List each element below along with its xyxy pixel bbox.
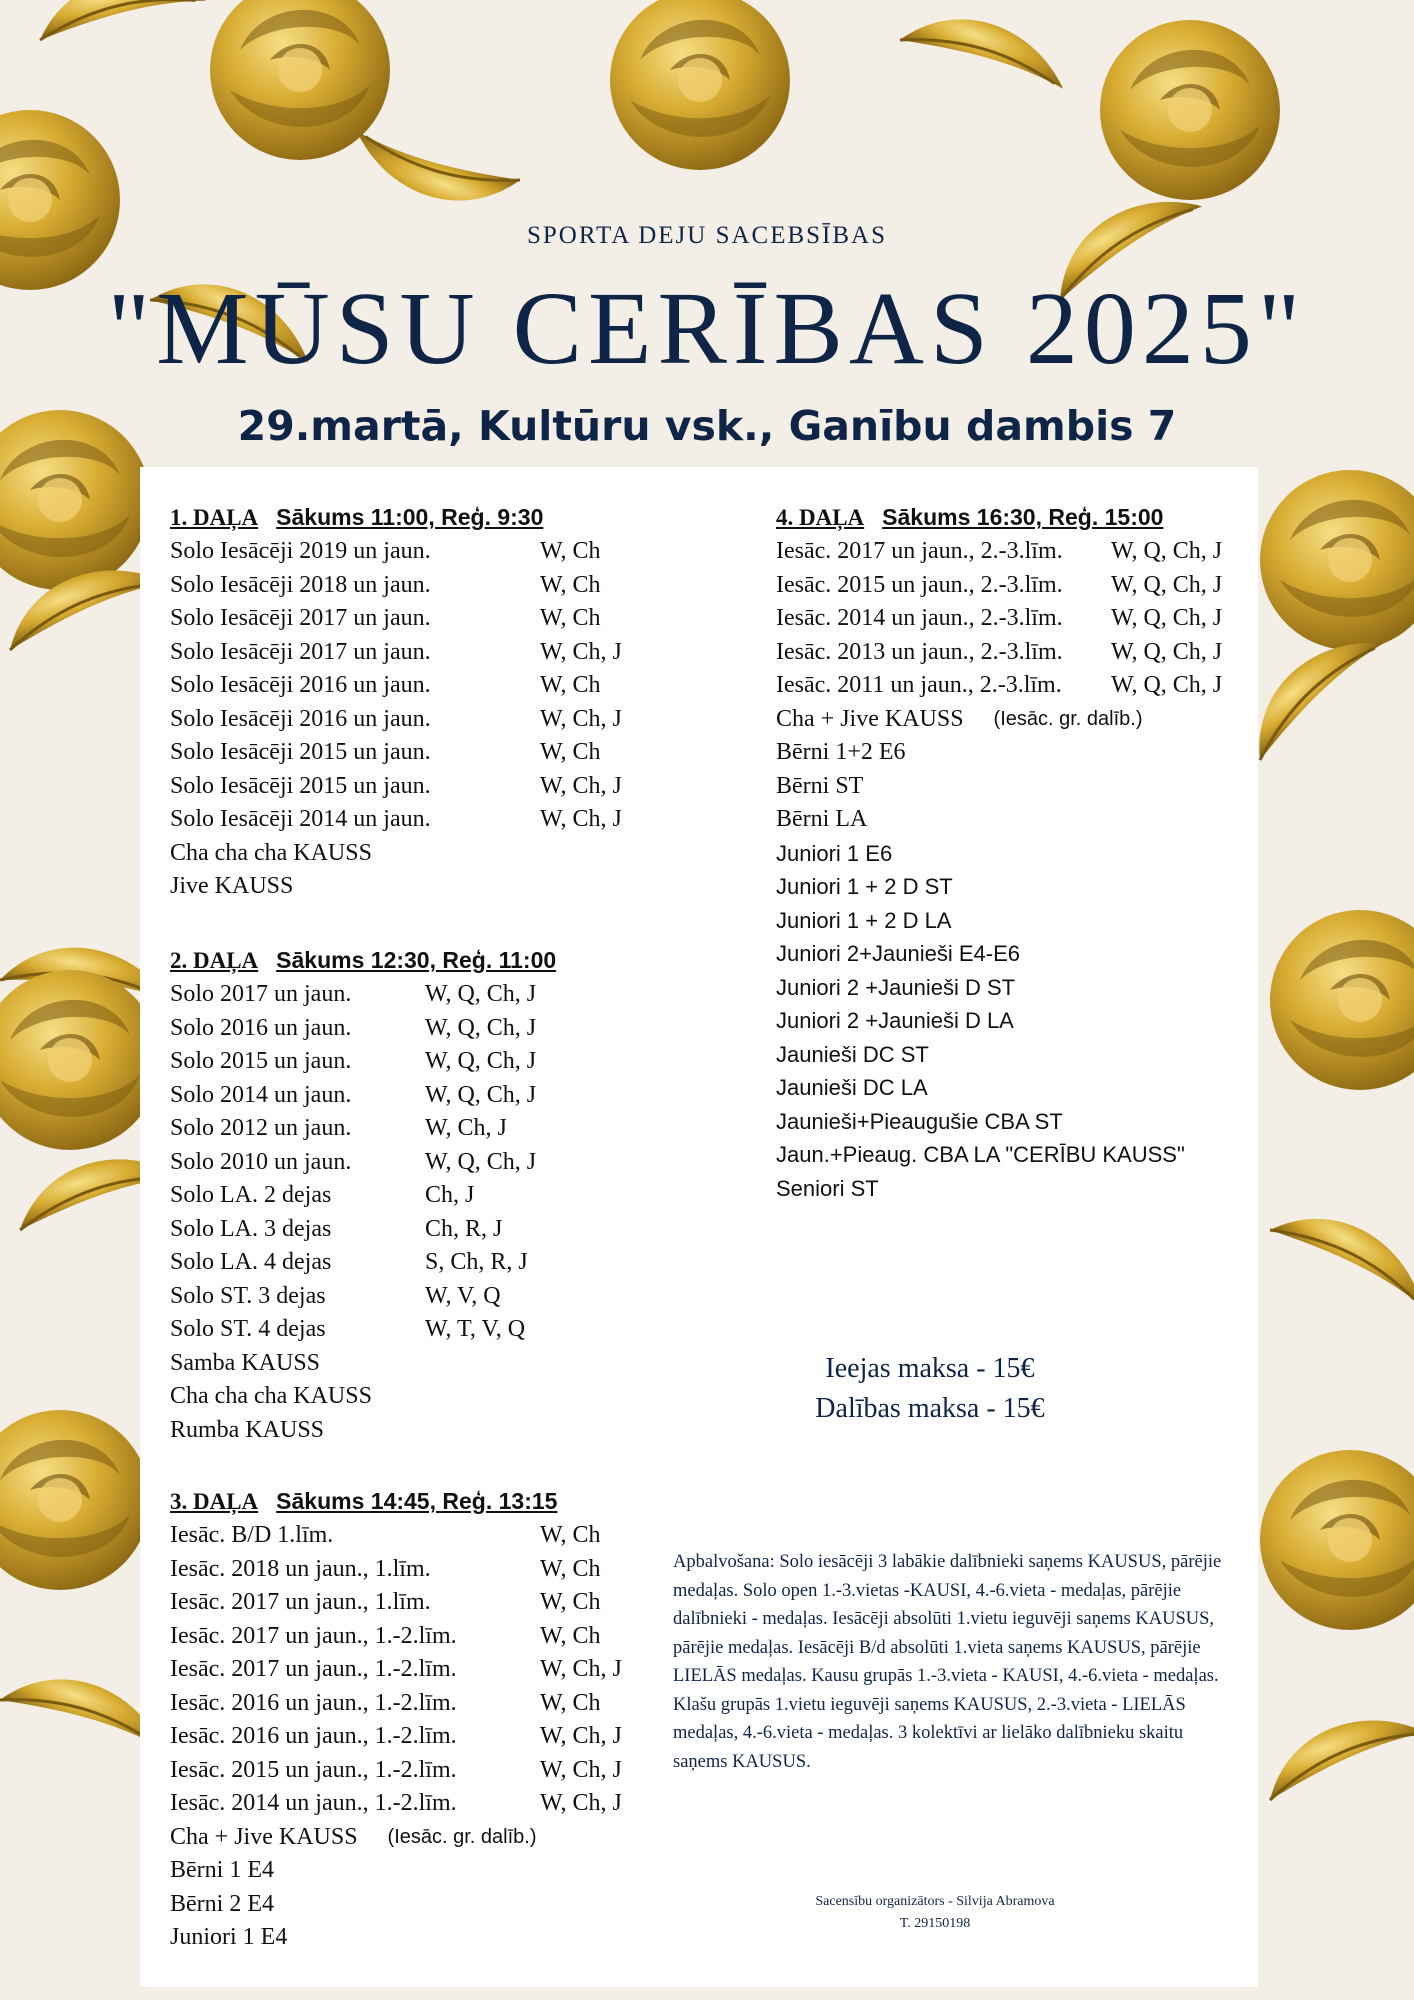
category-name: Iesāc. B/D 1.līm.: [170, 1522, 334, 1548]
organizer: [780, 1891, 1090, 1935]
list-item: [170, 837, 622, 871]
list-item: [170, 736, 622, 770]
awards-text: Apbalvošana: Solo iesācēji 3 labākie dalībnieki saņems KAUSUS, pārējie medaļas. Solo open 1.-3.vietas -KAUSI, 4.-6.vieta - medaļas, pārējie dalībnieki - medaļas. Iesācēji absolūti 1.vietu ieguvēji saņems KAUSUS, pārējie medaļas. Iesācēji B/d absolūti 1.vieta saņems KAUSUS, pārējie LIELĀS medaļas. Kausu grupās 1.-3.vieta - KAUSI, 4.-6.vieta - medaļas. Klašu grupās 1.vietu ieguvēji saņems KAUSUS, 2.-3.vieta - LIELĀS medaļas, 4.-6.vieta - medaļas. 3 kolektīvi ar lielāko dalībnieku skaitu saņems KAUSUS.: [673, 1552, 1222, 1772]
category-name: Solo 2017 un jaun.: [170, 981, 352, 1007]
list-item: [170, 1347, 556, 1381]
category-name: Solo Iesācēji 2018 un jaun.: [170, 571, 431, 598]
category-name: Solo Iesācēji 2019 un jaun.: [170, 538, 431, 564]
category-dances: W, Ch, J: [540, 1656, 622, 1682]
list-item: [170, 1720, 622, 1754]
category-dances: W, Q, Ch, J: [425, 1048, 537, 1074]
category-name: Samba KAUSS: [170, 1349, 321, 1376]
part-3-cup: [170, 1821, 622, 1855]
category-dances: W, Ch, J: [540, 1723, 622, 1749]
part-2-times: Sākums 12:30, Reģ. 11:00: [276, 947, 557, 973]
list-item: Juniori 2 +Jaunieši D ST: [776, 974, 1016, 1000]
part-3: [170, 1485, 622, 1955]
category-name: Solo 2016 un jaun.: [170, 1014, 352, 1041]
category-name: Cha cha cha KAUSS: [170, 839, 372, 866]
list-item: Juniori 1 + 2 D ST: [776, 874, 953, 899]
list-item: [170, 1519, 622, 1553]
list-item: [170, 1620, 622, 1654]
list-item: [170, 602, 622, 636]
list-item: [170, 569, 622, 603]
list-item: Jaunieši+Pieaugušie CBA ST: [776, 1108, 1063, 1134]
list-item: Juniori 1 E4: [170, 1924, 288, 1950]
list-item: [776, 535, 1222, 569]
list-item: [170, 1787, 622, 1821]
list-item: [170, 1553, 622, 1587]
category-name: Iesāc. 2011 un jaun., 2.-3.līm.: [776, 672, 1062, 698]
category-name: Solo Iesācēji 2016 un jaun.: [170, 705, 431, 732]
category-name: Iesāc. 2017 un jaun., 1.-2.līm.: [170, 1656, 457, 1682]
part-3-times: Sākums 14:45, Reģ. 13:15: [276, 1488, 558, 1514]
list-item: [170, 1586, 622, 1620]
list-item: [170, 1112, 556, 1146]
part-4-cup-name: Cha + Jive KAUSS: [776, 705, 964, 732]
category-name: Cha cha cha KAUSS: [170, 1383, 372, 1409]
category-name: Iesāc. 2017 un jaun., 1.-2.līm.: [170, 1622, 457, 1649]
list-item: Bērni 1+2 E6: [776, 739, 906, 765]
list-item: [776, 602, 1222, 636]
category-dances: W, V, Q: [425, 1282, 501, 1309]
list-item: [170, 1213, 556, 1247]
list-item: Juniori 2+Jaunieši E4-E6: [776, 941, 1020, 966]
category-name: Iesāc. 2016 un jaun., 1.-2.līm.: [170, 1723, 457, 1749]
list-item: [170, 1179, 556, 1213]
list-item: Juniori 1 + 2 D LA: [776, 907, 952, 933]
list-item: [170, 1687, 622, 1721]
part-4-label: 4. DAĻA: [776, 505, 865, 530]
part-3-cup-name: Cha + Jive KAUSS: [170, 1823, 358, 1850]
list-item: [170, 1313, 556, 1347]
fees: [780, 1349, 1080, 1429]
category-name: Solo 2015 un jaun.: [170, 1048, 352, 1074]
category-dances: W, Q, Ch, J: [425, 1148, 537, 1175]
part-2-header: [170, 944, 556, 978]
event-title: "MŪSU CERĪBAS 2025": [107, 271, 1307, 386]
category-dances: W, Ch: [540, 1555, 601, 1582]
category-name: Iesāc. 2014 un jaun., 2.-3.līm.: [776, 605, 1063, 631]
category-dances: W, Ch, J: [425, 1115, 507, 1141]
category-dances: W, Q, Ch, J: [425, 1081, 537, 1108]
list-item: Juniori 1 E6: [776, 840, 893, 866]
part-3-header: [170, 1485, 622, 1519]
schedule-sheet: [140, 467, 1258, 1987]
part-4-tail: [776, 736, 1222, 1205]
category-dances: W, Q, Ch, J: [425, 1014, 537, 1041]
category-name: Solo 2014 un jaun.: [170, 1081, 352, 1108]
list-item: [170, 803, 622, 837]
category-name: Solo LA. 4 dejas: [170, 1249, 332, 1275]
list-item: Juniori 2 +Jaunieši D LA: [776, 1008, 1014, 1033]
list-item: [170, 1280, 556, 1314]
list-item: [170, 1754, 622, 1788]
part-4-rows: [776, 535, 1222, 703]
category-dances: W, T, V, Q: [425, 1316, 526, 1342]
category-dances: W, Q, Ch, J: [425, 981, 537, 1007]
part-1-rows: [170, 535, 622, 904]
category-dances: W, Ch, J: [540, 772, 622, 799]
list-item: [170, 636, 622, 670]
list-item: [170, 1045, 556, 1079]
list-item: [170, 1012, 556, 1046]
part-1: [170, 501, 622, 904]
category-name: Iesāc. 2016 un jaun., 1.-2.līm.: [170, 1689, 457, 1716]
category-name: Solo ST. 4 dejas: [170, 1316, 326, 1342]
category-dances: W, Q, Ch, J: [1111, 571, 1223, 598]
category-name: Solo LA. 3 dejas: [170, 1215, 332, 1242]
list-item: Bērni ST: [776, 772, 864, 799]
category-dances: W, Ch: [540, 538, 601, 564]
list-item: [170, 1380, 556, 1414]
part-1-header: [170, 501, 622, 535]
category-dances: W, Ch: [540, 1622, 601, 1649]
list-item: [170, 770, 622, 804]
category-name: Solo 2012 un jaun.: [170, 1115, 352, 1141]
list-item: [776, 636, 1222, 670]
category-dances: W, Ch, J: [540, 705, 622, 732]
list-item: Bērni 1 E4: [170, 1857, 274, 1883]
category-name: Iesāc. 2014 un jaun., 1.-2.līm.: [170, 1790, 457, 1816]
category-dances: Ch, J: [425, 1182, 475, 1208]
category-name: Solo Iesācēji 2014 un jaun.: [170, 806, 431, 832]
organizer-phone: T. 29150198: [899, 1916, 971, 1931]
category-dances: W, Ch: [540, 605, 601, 631]
list-item: Bērni 2 E4: [170, 1890, 274, 1917]
part-4-times: Sākums 16:30, Reģ. 15:00: [882, 504, 1164, 530]
part-4-cup: [776, 703, 1222, 737]
list-item: Jaunieši DC LA: [776, 1075, 928, 1100]
category-dances: W, Ch: [540, 1689, 601, 1716]
part-3-tail: [170, 1854, 622, 1955]
category-dances: W, Ch, J: [540, 1756, 622, 1783]
part-3-label: 3. DAĻA: [170, 1489, 259, 1514]
list-item: Jaunieši DC ST: [776, 1041, 929, 1067]
category-dances: W, Ch, J: [540, 806, 622, 832]
list-item: [170, 535, 622, 569]
category-name: Iesāc. 2013 un jaun., 2.-3.līm.: [776, 638, 1063, 665]
category-name: Solo 2010 un jaun.: [170, 1148, 352, 1175]
list-item: [776, 669, 1222, 703]
category-dances: Ch, R, J: [425, 1215, 503, 1242]
list-item: Seniori ST: [776, 1175, 879, 1201]
category-dances: W, Q, Ch, J: [1111, 672, 1223, 698]
event-date-place: 29.martā, Kultūru vsk., Ganību dambis 7: [237, 402, 1177, 450]
category-name: Solo Iesācēji 2015 un jaun.: [170, 739, 431, 765]
category-dances: W, Q, Ch, J: [1111, 605, 1223, 631]
organizer-name: Sacensību organizātors - Silvija Abramova: [815, 1894, 1055, 1909]
list-item: [170, 1246, 556, 1280]
category-dances: W, Ch, J: [540, 638, 622, 665]
list-item: Bērni LA: [776, 806, 868, 832]
category-name: Solo LA. 2 dejas: [170, 1182, 332, 1208]
category-dances: W, Ch: [540, 1522, 601, 1548]
list-item: [170, 703, 622, 737]
part-2-rows: [170, 978, 556, 1447]
category-dances: W, Ch: [540, 1589, 601, 1615]
list-item: [170, 669, 622, 703]
category-name: Iesāc. 2018 un jaun., 1.līm.: [170, 1555, 431, 1582]
list-item: [170, 1653, 622, 1687]
category-name: Iesāc. 2017 un jaun., 2.-3.līm.: [776, 538, 1063, 564]
part-1-times: Sākums 11:00, Reģ. 9:30: [276, 504, 544, 530]
category-name: Jive KAUSS: [170, 873, 294, 899]
list-item: Jaun.+Pieaug. CBA LA "CERĪBU KAUSS": [776, 1142, 1185, 1167]
category-name: Solo Iesācēji 2017 un jaun.: [170, 638, 431, 665]
part-3-rows: [170, 1519, 622, 1821]
part-3-cup-note: (Iesāc. gr. dalīb.): [387, 1825, 537, 1848]
part-1-label: 1. DAĻA: [170, 505, 259, 530]
category-dances: S, Ch, R, J: [425, 1249, 528, 1275]
category-name: Iesāc. 2017 un jaun., 1.līm.: [170, 1589, 431, 1615]
category-dances: W, Q, Ch, J: [1111, 538, 1223, 564]
category-dances: W, Ch, J: [540, 1790, 622, 1816]
list-item: [170, 1146, 556, 1180]
part-4-header: [776, 501, 1222, 535]
category-name: Iesāc. 2015 un jaun., 1.-2.līm.: [170, 1756, 457, 1783]
list-item: [170, 1079, 556, 1113]
part-2-label: 2. DAĻA: [170, 948, 259, 973]
category-dances: W, Ch: [540, 739, 601, 765]
list-item: [170, 978, 556, 1012]
category-dances: W, Q, Ch, J: [1111, 638, 1223, 665]
list-item: [776, 569, 1222, 603]
category-name: Solo Iesācēji 2016 un jaun.: [170, 672, 431, 698]
part-4-cup-note: (Iesāc. gr. dalīb.): [993, 707, 1143, 730]
list-item: [170, 1414, 556, 1448]
category-name: Solo ST. 3 dejas: [170, 1282, 326, 1309]
category-name: Solo Iesācēji 2015 un jaun.: [170, 772, 431, 799]
category-dances: W, Ch: [540, 672, 601, 698]
list-item: [170, 870, 622, 904]
part-4: [776, 501, 1222, 1205]
event-subtitle: SPORTA DEJU SACEBSĪBAS: [526, 222, 888, 249]
participation-fee: Dalības maksa - 15€: [815, 1393, 1045, 1424]
category-dances: W, Ch: [540, 571, 601, 598]
category-name: Iesāc. 2015 un jaun., 2.-3.līm.: [776, 571, 1063, 598]
category-name: Rumba KAUSS: [170, 1416, 325, 1443]
part-2: [170, 944, 556, 1447]
category-name: Solo Iesācēji 2017 un jaun.: [170, 605, 431, 631]
entry-fee: Ieejas maksa - 15€: [825, 1353, 1035, 1384]
